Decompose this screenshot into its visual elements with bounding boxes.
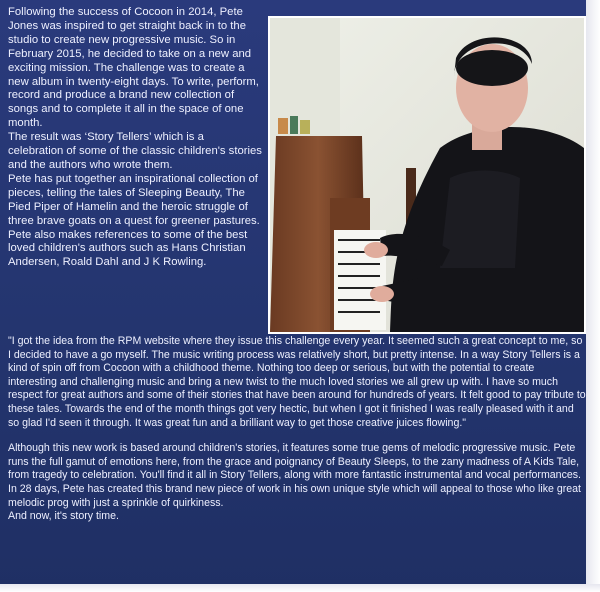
page-edge-right	[586, 0, 600, 592]
closing-paragraph-2: In 28 days, Pete has created this brand new piece of work in his own unique style which will appeal to those who like great melodic prog with just a sprinkle of quirkiness.	[8, 482, 581, 509]
closing-paragraph-1: Although this new work is based around children's stories, it features some true gems of melodic progressive music. Pete runs the full gamut of emotions here, from the grace and poignancy of Beauty Sleeps, to the zany madness of A Kids Tale, from tragedy to celebration. You'll find it all in Story Tellers, along with more fantastic instrumental and vocal performances.	[8, 442, 581, 482]
intro-paragraph-3: Pete has put together an inspirational collection of pieces, telling the tales of Sleeping Beauty, The Pied Piper of Hamelin and the heroic struggle of three brave goats on a quest for greener pastures. Pete also makes references to some of the best loved children's authors such as Hans Christian Andersen, Roald Dahl and J K Rowling.	[8, 172, 260, 269]
main-text	[8, 335, 586, 524]
quote-paragraph: "I got the idea from the RPM website where they issue this challenge every year. It seemed such a great concept to me, so I decided to have a go myself. The music writing process was relatively short, but pretty intense. In a way Story Tellers is a kind of spin off from Cocoon with a childhood theme. Nothing too deep or serious, but with the potential to create interesting and challenging music and bring a new twist to the much loved stories we all grew up with. I have so much respect for great authors and some of their stories that have been around for hundreds of years. It felt good to pay tribute to these tales. Towards the end of the month things got very hectic, but when I got it finished I was really pleased with it and so glad I'd seen it through. It was great fun and a brilliant way to get those creative juices flowing."	[8, 335, 586, 429]
closing-paragraph-3: And now, it's story time.	[8, 510, 119, 523]
intro-paragraph-2: The result was ‘Story Tellers’ which is a celebration of some of the classic children's stories and the authors who wrote them.	[8, 131, 262, 171]
artist-photo	[268, 16, 586, 334]
intro-text	[8, 6, 262, 270]
intro-paragraph-1: Following the success of Cocoon in 2014, Pete Jones was inspired to get straight back in to the studio to create new progressive music. So in February 2015, he decided to take on a new and exciting mission. The challenge was to create a new album in twenty-eight days. To write, perform, record and produce a brand new collection of songs and to complete it all in the space of one month.	[8, 6, 259, 130]
man-at-piano-illustration	[270, 18, 584, 332]
page-edge-bottom	[0, 584, 600, 592]
